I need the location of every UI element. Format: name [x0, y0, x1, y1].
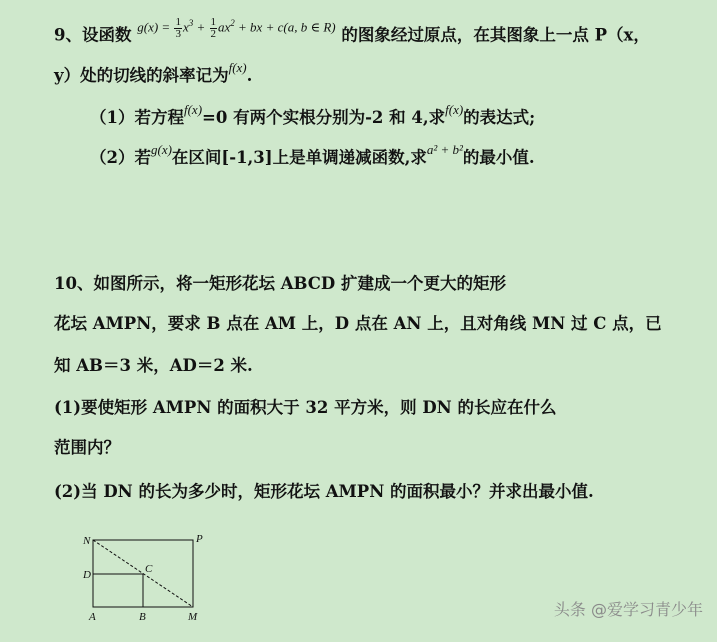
label-M: M: [188, 611, 198, 623]
p1-text-b: =0 有两个实根分别为-2 和 4,求: [202, 108, 446, 127]
label-A: A: [89, 611, 96, 623]
exp-3: 3: [188, 18, 194, 28]
q10-line4: (1)要使矩形 AMPN 的面积大于 32 平方米，则 DN 的长应在什么: [54, 398, 557, 417]
a2b2-symbol: a² + b²: [426, 142, 463, 157]
frac-den: 2: [210, 27, 216, 40]
x-term: x: [182, 19, 189, 35]
p2-text-c: 的最小值.: [462, 148, 535, 167]
label-N: N: [83, 535, 91, 547]
frac-den: 3: [175, 27, 181, 40]
rect-ABCD: [93, 574, 143, 607]
ax-term: ax: [218, 19, 231, 35]
fx-symbol: f(x): [228, 60, 247, 75]
q9-line2: [54, 60, 253, 87]
fx-symbol: f(x): [445, 102, 464, 117]
formula-rest: + bx + c(a, b ∈ R): [238, 19, 336, 35]
p1-text-c: 的表达式;: [463, 108, 536, 127]
q9-part1: [90, 102, 536, 129]
gx-symbol: g(x): [150, 142, 172, 157]
q9-line2-text: y）处的切线的斜率记为: [54, 66, 229, 85]
q9-line1: [54, 15, 650, 49]
frac-num: 1: [175, 15, 181, 28]
p2-text-b: 在区间[-1,3]上是单调递减函数,求: [171, 148, 427, 167]
q10-line5: 范围内？: [54, 438, 120, 457]
label-C: C: [145, 563, 153, 575]
p2-text-a: （2）若: [90, 148, 151, 167]
label-B: B: [139, 611, 146, 623]
fx-symbol: f(x): [183, 102, 203, 117]
watermark: 头条 @爱学习青少年: [553, 600, 703, 619]
q10-line3: 知 AB＝3 米，AD＝2 米.: [54, 356, 253, 375]
q10-line2: 花坛 AMPN，要求 B 点在 AM 上，D 点在 AN 上，且对角线 MN 过 C 点，已: [54, 314, 662, 333]
q9-after-func: 的图象经过原点，在其图象上一点 P（x，: [341, 25, 650, 45]
q10-line1: 10、如图所示，将一矩形花坛 ABCD 扩建成一个更大的矩形: [54, 274, 506, 293]
q9-line2-end: .: [246, 66, 253, 85]
label-P: P: [196, 533, 203, 545]
fraction-one-third: [174, 17, 182, 40]
label-D: D: [83, 569, 91, 581]
g-function-formula: [137, 13, 335, 40]
plus-sign: +: [196, 19, 206, 35]
exp-2: 2: [230, 18, 235, 28]
p1-text-a: （1）若方程: [90, 108, 184, 127]
q9-part2: [90, 142, 535, 169]
q9-intro: 9、设函数: [54, 25, 132, 45]
frac-num: 1: [210, 15, 216, 28]
gx-symbol: g(x) =: [137, 19, 171, 35]
q10-line6: (2)当 DN 的长为多少时，矩形花坛 AMPN 的面积最小？并求出最小值.: [54, 482, 594, 501]
fraction-one-half: [210, 17, 218, 40]
rectangle-figure: [80, 528, 220, 624]
